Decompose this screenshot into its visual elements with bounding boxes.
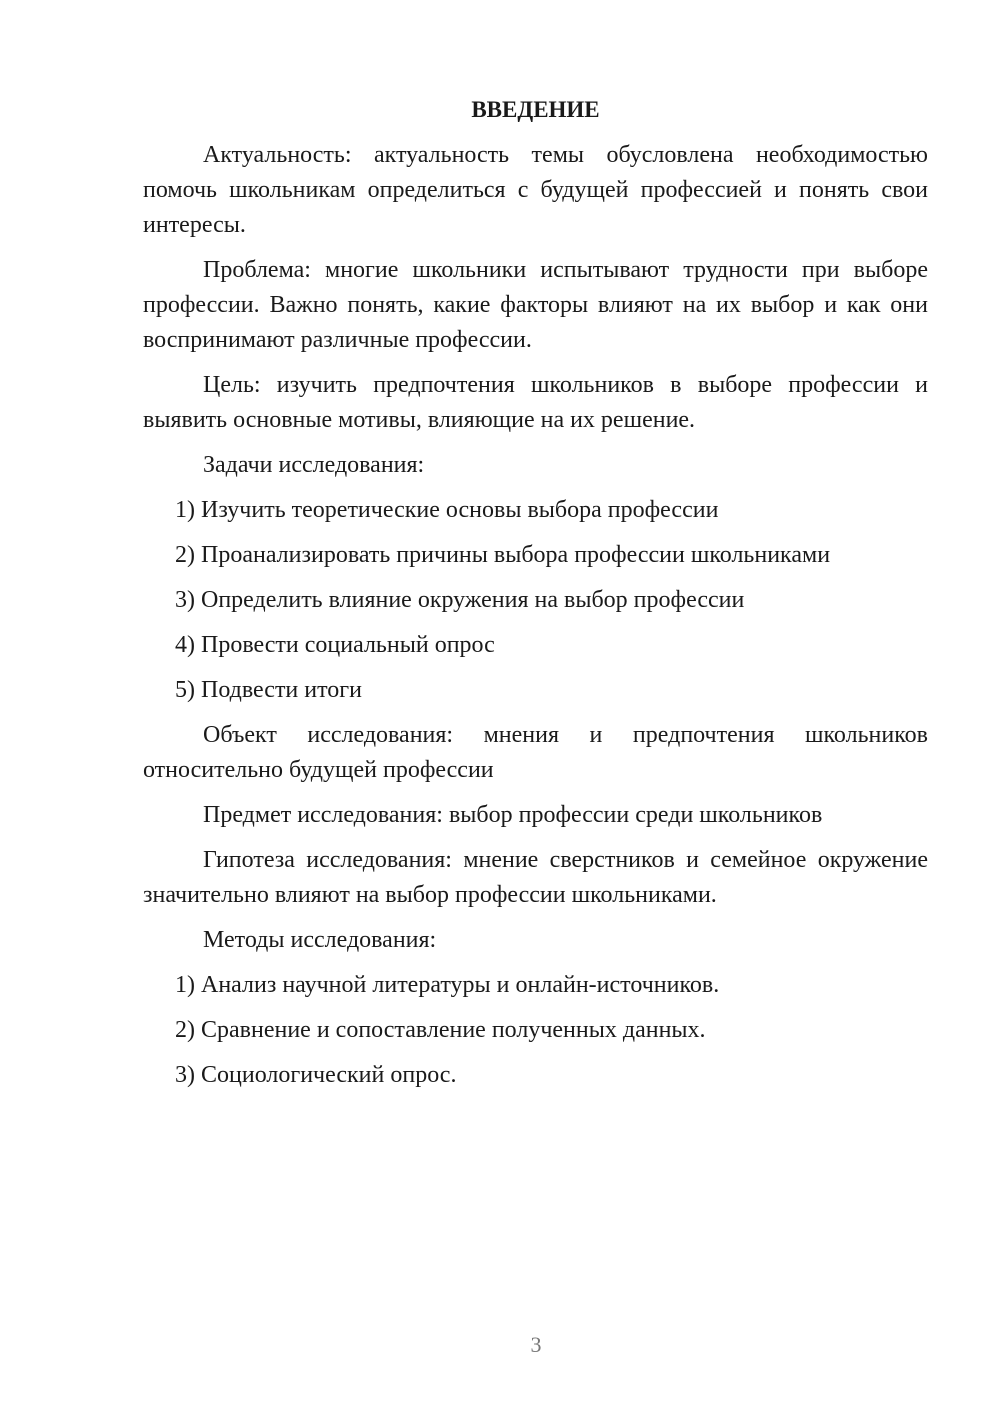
task-item: 1) Изучить теоретические основы выбора профессии (175, 497, 719, 523)
hypothesis-paragraph: Гипотеза исследования: мнение сверстников и семейное окружение значительно влияют на выбор профессии школьниками. (143, 847, 928, 908)
subject-paragraph: Предмет исследования: выбор профессии среди школьников (203, 802, 823, 828)
method-item: 2) Сравнение и сопоставление полученных данных. (175, 1017, 706, 1043)
page-title: ВВЕДЕНИЕ (471, 97, 600, 122)
task-item: 3) Определить влияние окружения на выбор профессии (175, 587, 745, 613)
object-paragraph: Объект исследования: мнения и предпочтения школьников относительно будущей профессии (143, 722, 928, 783)
page-number: 3 (530, 1332, 542, 1357)
methods-heading: Методы исследования: (203, 927, 437, 953)
task-item: 2) Проанализировать причины выбора профессии школьниками (175, 542, 831, 568)
methods-list (143, 968, 928, 1093)
page-content (143, 95, 928, 1103)
goal-paragraph: Цель: изучить предпочтения школьников в выборе профессии и выявить основные мотивы, влияющие на их решение. (143, 372, 928, 433)
method-item: 1) Анализ научной литературы и онлайн-источников. (175, 972, 720, 998)
method-item: 3) Социологический опрос. (175, 1062, 457, 1088)
relevance-paragraph: Актуальность: актуальность темы обусловлена необходимостью помочь школьникам определиться с будущей профессией и понять свои интересы. (143, 142, 928, 238)
problem-paragraph: Проблема: многие школьники испытывают трудности при выборе профессии. Важно понять, какие факторы влияют на их выбор и как они воспринимают различные профессии. (143, 257, 928, 353)
task-item: 5) Подвести итоги (175, 677, 362, 703)
tasks-list (143, 493, 928, 708)
tasks-heading: Задачи исследования: (203, 452, 425, 478)
task-item: 4) Провести социальный опрос (175, 632, 495, 658)
